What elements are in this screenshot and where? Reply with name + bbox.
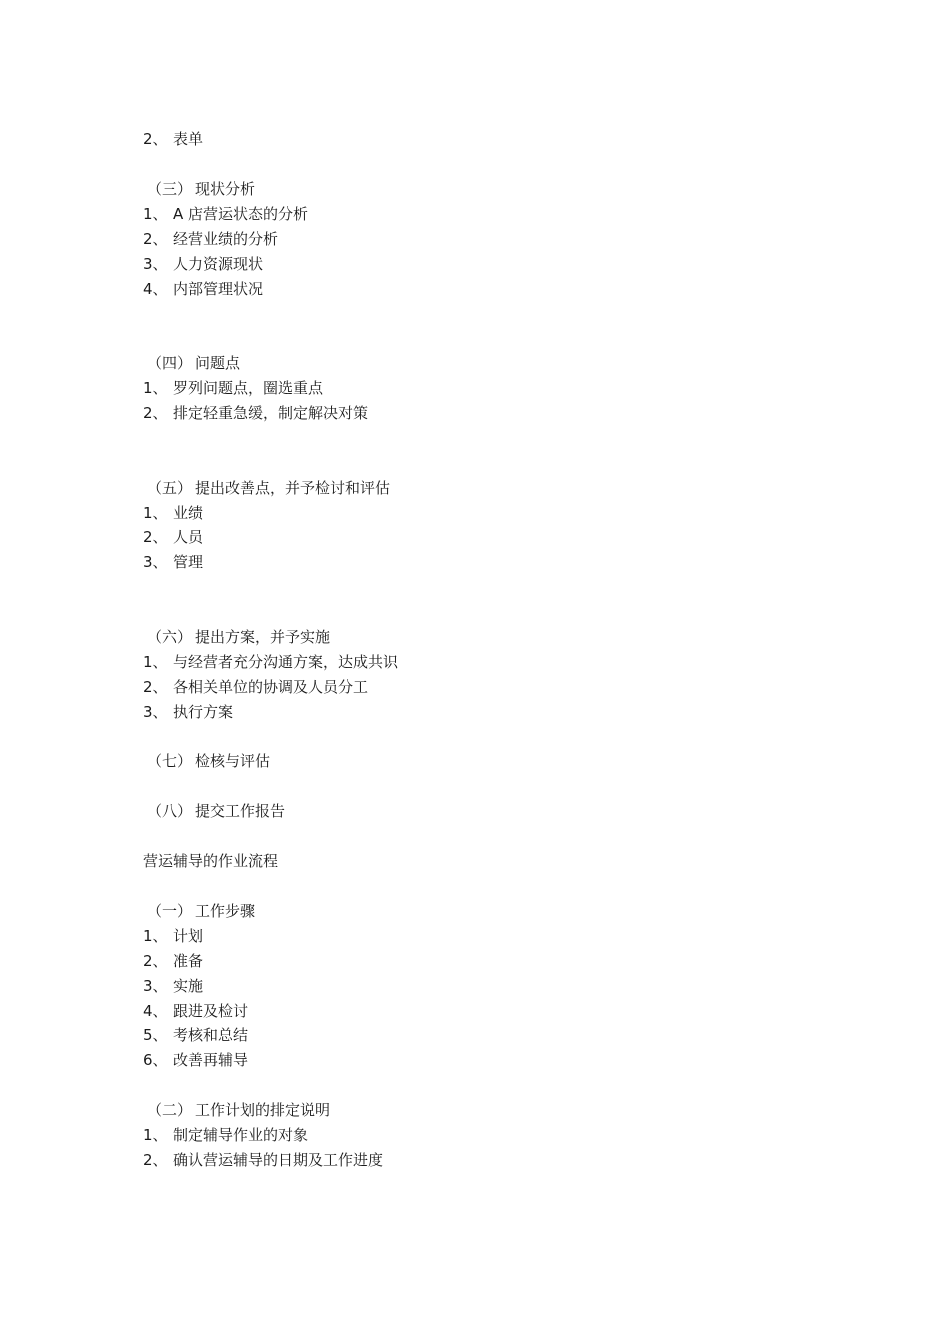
item-number: 2、 xyxy=(143,404,168,422)
item-text: 执行方案 xyxy=(173,703,234,721)
section-heading xyxy=(143,752,270,770)
list-item xyxy=(143,528,203,546)
list-item xyxy=(143,553,203,571)
item-text: 经营业绩的分析 xyxy=(173,230,279,248)
section-heading xyxy=(143,479,390,497)
item-text: 人力资源现状 xyxy=(173,255,264,273)
section-number: （二） xyxy=(147,1101,193,1119)
section-heading xyxy=(143,628,330,646)
section-title: 工作计划的排定说明 xyxy=(195,1101,331,1119)
item-text: 罗列问题点，圈选重点 xyxy=(173,379,324,397)
list-item xyxy=(143,130,203,148)
item-number: 6、 xyxy=(143,1051,168,1069)
section-number: （五） xyxy=(147,479,193,497)
section-title: 工作步骤 xyxy=(195,902,256,920)
list-item xyxy=(143,230,278,248)
list-item xyxy=(143,927,203,945)
item-text: 管理 xyxy=(173,553,204,571)
item-text: 与经营者充分沟通方案，达成共识 xyxy=(173,653,399,671)
item-text: 业绩 xyxy=(173,504,204,522)
item-number: 1、 xyxy=(143,653,168,671)
item-text: 准备 xyxy=(173,952,204,970)
item-text: 实施 xyxy=(173,977,204,995)
list-item xyxy=(143,379,323,397)
item-number: 3、 xyxy=(143,703,168,721)
section-heading xyxy=(143,902,255,920)
chapter-title-text: 营运辅导的作业流程 xyxy=(143,852,279,870)
item-number: 3、 xyxy=(143,977,168,995)
item-number: 1、 xyxy=(143,1126,168,1144)
list-item xyxy=(143,1002,248,1020)
section-heading xyxy=(143,354,240,372)
section-heading xyxy=(143,180,255,198)
item-number: 2、 xyxy=(143,1151,168,1169)
chapter-title xyxy=(143,852,278,870)
list-item xyxy=(143,1026,248,1044)
section-number: （四） xyxy=(147,354,193,372)
item-text: 排定轻重急缓，制定解决对策 xyxy=(173,404,369,422)
item-number: 4、 xyxy=(143,280,168,298)
list-item xyxy=(143,1051,248,1069)
item-text: 内部管理状况 xyxy=(173,280,264,298)
section-title: 提交工作报告 xyxy=(195,802,286,820)
item-number: 2、 xyxy=(143,952,168,970)
list-item xyxy=(143,504,203,522)
list-item xyxy=(143,952,203,970)
section-heading xyxy=(143,1101,330,1119)
item-text: 考核和总结 xyxy=(173,1026,249,1044)
section-title: 提出方案，并予实施 xyxy=(195,628,331,646)
list-item xyxy=(143,280,263,298)
item-number: 1、 xyxy=(143,379,168,397)
section-number: （七） xyxy=(147,752,193,770)
list-item xyxy=(143,1151,383,1169)
item-text: 确认营运辅导的日期及工作进度 xyxy=(173,1151,384,1169)
item-number: 2、 xyxy=(143,678,168,696)
section-title: 问题点 xyxy=(195,354,241,372)
section-number: （八） xyxy=(147,802,193,820)
section-title: 现状分析 xyxy=(195,180,256,198)
item-text: 表单 xyxy=(173,130,204,148)
item-text: 计划 xyxy=(173,927,204,945)
item-text: 各相关单位的协调及人员分工 xyxy=(173,678,369,696)
item-text: 改善再辅导 xyxy=(173,1051,249,1069)
item-number: 1、 xyxy=(143,504,168,522)
list-item xyxy=(143,678,368,696)
item-text: 人员 xyxy=(173,528,204,546)
list-item xyxy=(143,205,308,223)
section-number: （三） xyxy=(147,180,193,198)
item-text: 跟进及检讨 xyxy=(173,1002,249,1020)
item-number: 3、 xyxy=(143,553,168,571)
item-number: 4、 xyxy=(143,1002,168,1020)
item-number: 5、 xyxy=(143,1026,168,1044)
item-number: 1、 xyxy=(143,205,168,223)
list-item xyxy=(143,977,203,995)
list-item xyxy=(143,404,368,422)
list-item xyxy=(143,653,398,671)
item-number: 2、 xyxy=(143,230,168,248)
item-text: A 店营运状态的分析 xyxy=(173,205,309,223)
section-number: （六） xyxy=(147,628,193,646)
item-number: 1、 xyxy=(143,927,168,945)
section-title: 检核与评估 xyxy=(195,752,271,770)
list-item xyxy=(143,1126,308,1144)
section-heading xyxy=(143,802,285,820)
item-number: 2、 xyxy=(143,528,168,546)
item-number: 3、 xyxy=(143,255,168,273)
list-item xyxy=(143,703,233,721)
item-number: 2、 xyxy=(143,130,168,148)
section-number: （一） xyxy=(147,902,193,920)
item-text: 制定辅导作业的对象 xyxy=(173,1126,309,1144)
list-item xyxy=(143,255,263,273)
section-title: 提出改善点，并予检讨和评估 xyxy=(195,479,391,497)
